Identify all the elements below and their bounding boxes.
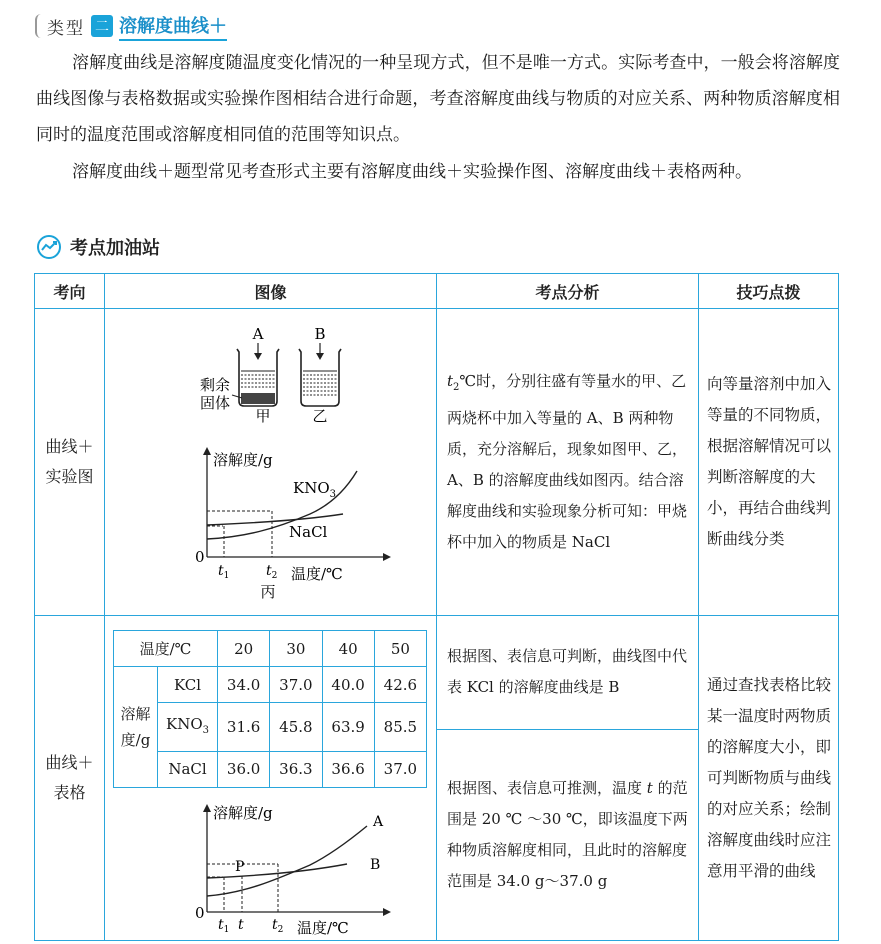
value-cell: 37.0	[374, 751, 426, 787]
beaker-b-label: B	[314, 325, 326, 343]
type-number-badge: 二	[91, 15, 113, 37]
header-analysis: 考点分析	[437, 274, 699, 309]
chart-xlabel: 温度/℃	[291, 565, 343, 583]
solubility-data-table	[113, 630, 427, 788]
data-table-header	[114, 631, 427, 667]
t2-label: $t_2$	[266, 563, 278, 581]
analysis-cell	[437, 616, 699, 730]
substance-name: NaCl	[158, 751, 218, 787]
tip-text: 通过查找表格比较某一温度时两物质的溶解度大小，即可判断物质与曲线的对应关系；绘制溶解度曲线时应注意用平滑的曲线	[707, 675, 832, 880]
temp-cell: 20	[218, 631, 270, 667]
figure-cell	[105, 309, 437, 616]
intro-paragraph-2: 溶解度曲线＋题型常见考查形式主要有溶解度曲线＋实验操作图、溶解度曲线＋表格两种。	[72, 162, 752, 182]
data-table-row	[114, 751, 427, 787]
jia-label: 甲	[255, 407, 271, 425]
chart-origin: 0	[195, 904, 205, 922]
value-cell: 34.0	[218, 667, 270, 703]
analysis-cell	[437, 729, 699, 940]
curve-a-label: A	[373, 814, 384, 830]
temp-header: 温度/℃	[114, 631, 218, 667]
substance-name: KCl	[158, 667, 218, 703]
t2-label: $t_2$	[272, 917, 284, 935]
curve-b-label: B	[370, 857, 381, 873]
value-cell: 37.0	[270, 667, 322, 703]
chart-ylabel: 溶解度/g	[213, 451, 273, 469]
substance-name: $KNO_3$	[158, 703, 218, 751]
section-heading	[36, 232, 160, 262]
solubility-side-label: 溶解 度/g	[114, 667, 158, 788]
table-row	[35, 616, 839, 730]
trend-icon	[36, 234, 62, 260]
temp-cell: 40	[322, 631, 374, 667]
table-header-row	[35, 274, 839, 309]
point-p-label: P	[235, 859, 245, 875]
yi-label: 乙	[312, 407, 328, 425]
table-row	[35, 309, 839, 616]
data-table-row	[114, 703, 427, 751]
tip-cell	[699, 309, 839, 616]
header-image: 图像	[105, 274, 437, 309]
figure-cell	[105, 616, 437, 941]
value-cell: 45.8	[270, 703, 322, 751]
tip-cell	[699, 616, 839, 941]
curve-kno3	[207, 471, 357, 539]
intro-paragraph-1: 溶解度曲线是溶解度随温度变化情况的一种呈现方式，但不是唯一方式。实际考查中，一般会将溶解度曲线图像与表格数据或实验操作图相结合进行命题，考查溶解度曲线与物质的对应关系、两种物质溶解度相同时的温度范围或溶解度相同值的范围等知识点。	[36, 53, 840, 145]
value-cell: 85.5	[374, 703, 426, 751]
beaker-curve-figure	[105, 309, 435, 611]
type-label: 类型	[47, 18, 85, 39]
direction-line: 实验图	[45, 467, 94, 486]
value-cell: 36.0	[218, 751, 270, 787]
chart-origin: 0	[195, 548, 205, 566]
direction-cell	[35, 616, 105, 941]
chart-ylabel: 溶解度/g	[213, 804, 273, 822]
remaining-label: 剩余	[200, 376, 231, 394]
solubility-chart-ab	[105, 788, 435, 938]
temp-cell: 30	[270, 631, 322, 667]
type-header	[35, 12, 227, 40]
t1-label: $t_1$	[218, 563, 230, 581]
direction-line: 曲线＋	[45, 437, 94, 456]
t1-label: $t_1$	[218, 917, 230, 935]
value-cell: 40.0	[322, 667, 374, 703]
chart-xlabel: 温度/℃	[297, 919, 349, 937]
tip-text: 向等量溶剂中加入等量的不同物质，根据溶解情况可以判断溶解度的大小，再结合曲线判断曲线分类	[707, 375, 832, 548]
solubility-chart-bing	[195, 447, 391, 601]
value-cell: 36.3	[270, 751, 322, 787]
section-title: 考点加油站	[70, 238, 160, 259]
header-tip: 技巧点拨	[699, 274, 839, 309]
value-cell: 31.6	[218, 703, 270, 751]
analysis-text: 根据图、表信息可判断，曲线图中代表 KCl 的溶解度曲线是 B	[447, 647, 688, 697]
direction-line: 曲线＋	[45, 753, 94, 772]
curve-a	[207, 826, 367, 896]
data-table-row	[114, 667, 427, 703]
header-direction: 考向	[35, 274, 105, 309]
temp-cell: 50	[374, 631, 426, 667]
direction-line: 表格	[53, 783, 86, 802]
type-title: 溶解度曲线＋	[119, 12, 227, 41]
analysis-text: $t_2℃$时，分别往盛有等量水的甲、乙两烧杯中加入等量的 A、B 两种物质，充分溶解后，现象如图甲、乙，A、B 的溶解度曲线如图丙。结合溶解度曲线和实验现象分析可知：甲烧杯中加入的物质是 NaCl	[447, 372, 688, 551]
value-cell: 63.9	[322, 703, 374, 751]
value-cell: 42.6	[374, 667, 426, 703]
analysis-text: 根据图、表信息可推测，温度 t 的范围是 20 ℃ ～30 ℃，即该温度下两种物质溶解度相同，且此时的溶解度范围是 34.0 g～37.0 g	[447, 778, 688, 890]
curve-b	[207, 864, 347, 878]
analysis-cell	[437, 309, 699, 616]
solid-label: 固体	[200, 394, 231, 412]
t-label: t	[238, 917, 244, 933]
beaker-a-label: A	[252, 325, 264, 343]
header-bracket	[35, 14, 43, 38]
direction-cell	[35, 309, 105, 616]
knowledge-table	[34, 273, 839, 941]
value-cell: 36.6	[322, 751, 374, 787]
bing-label: 丙	[260, 583, 276, 601]
nacl-label: NaCl	[289, 523, 328, 541]
kno3-label: $KNO_3$	[293, 479, 337, 500]
